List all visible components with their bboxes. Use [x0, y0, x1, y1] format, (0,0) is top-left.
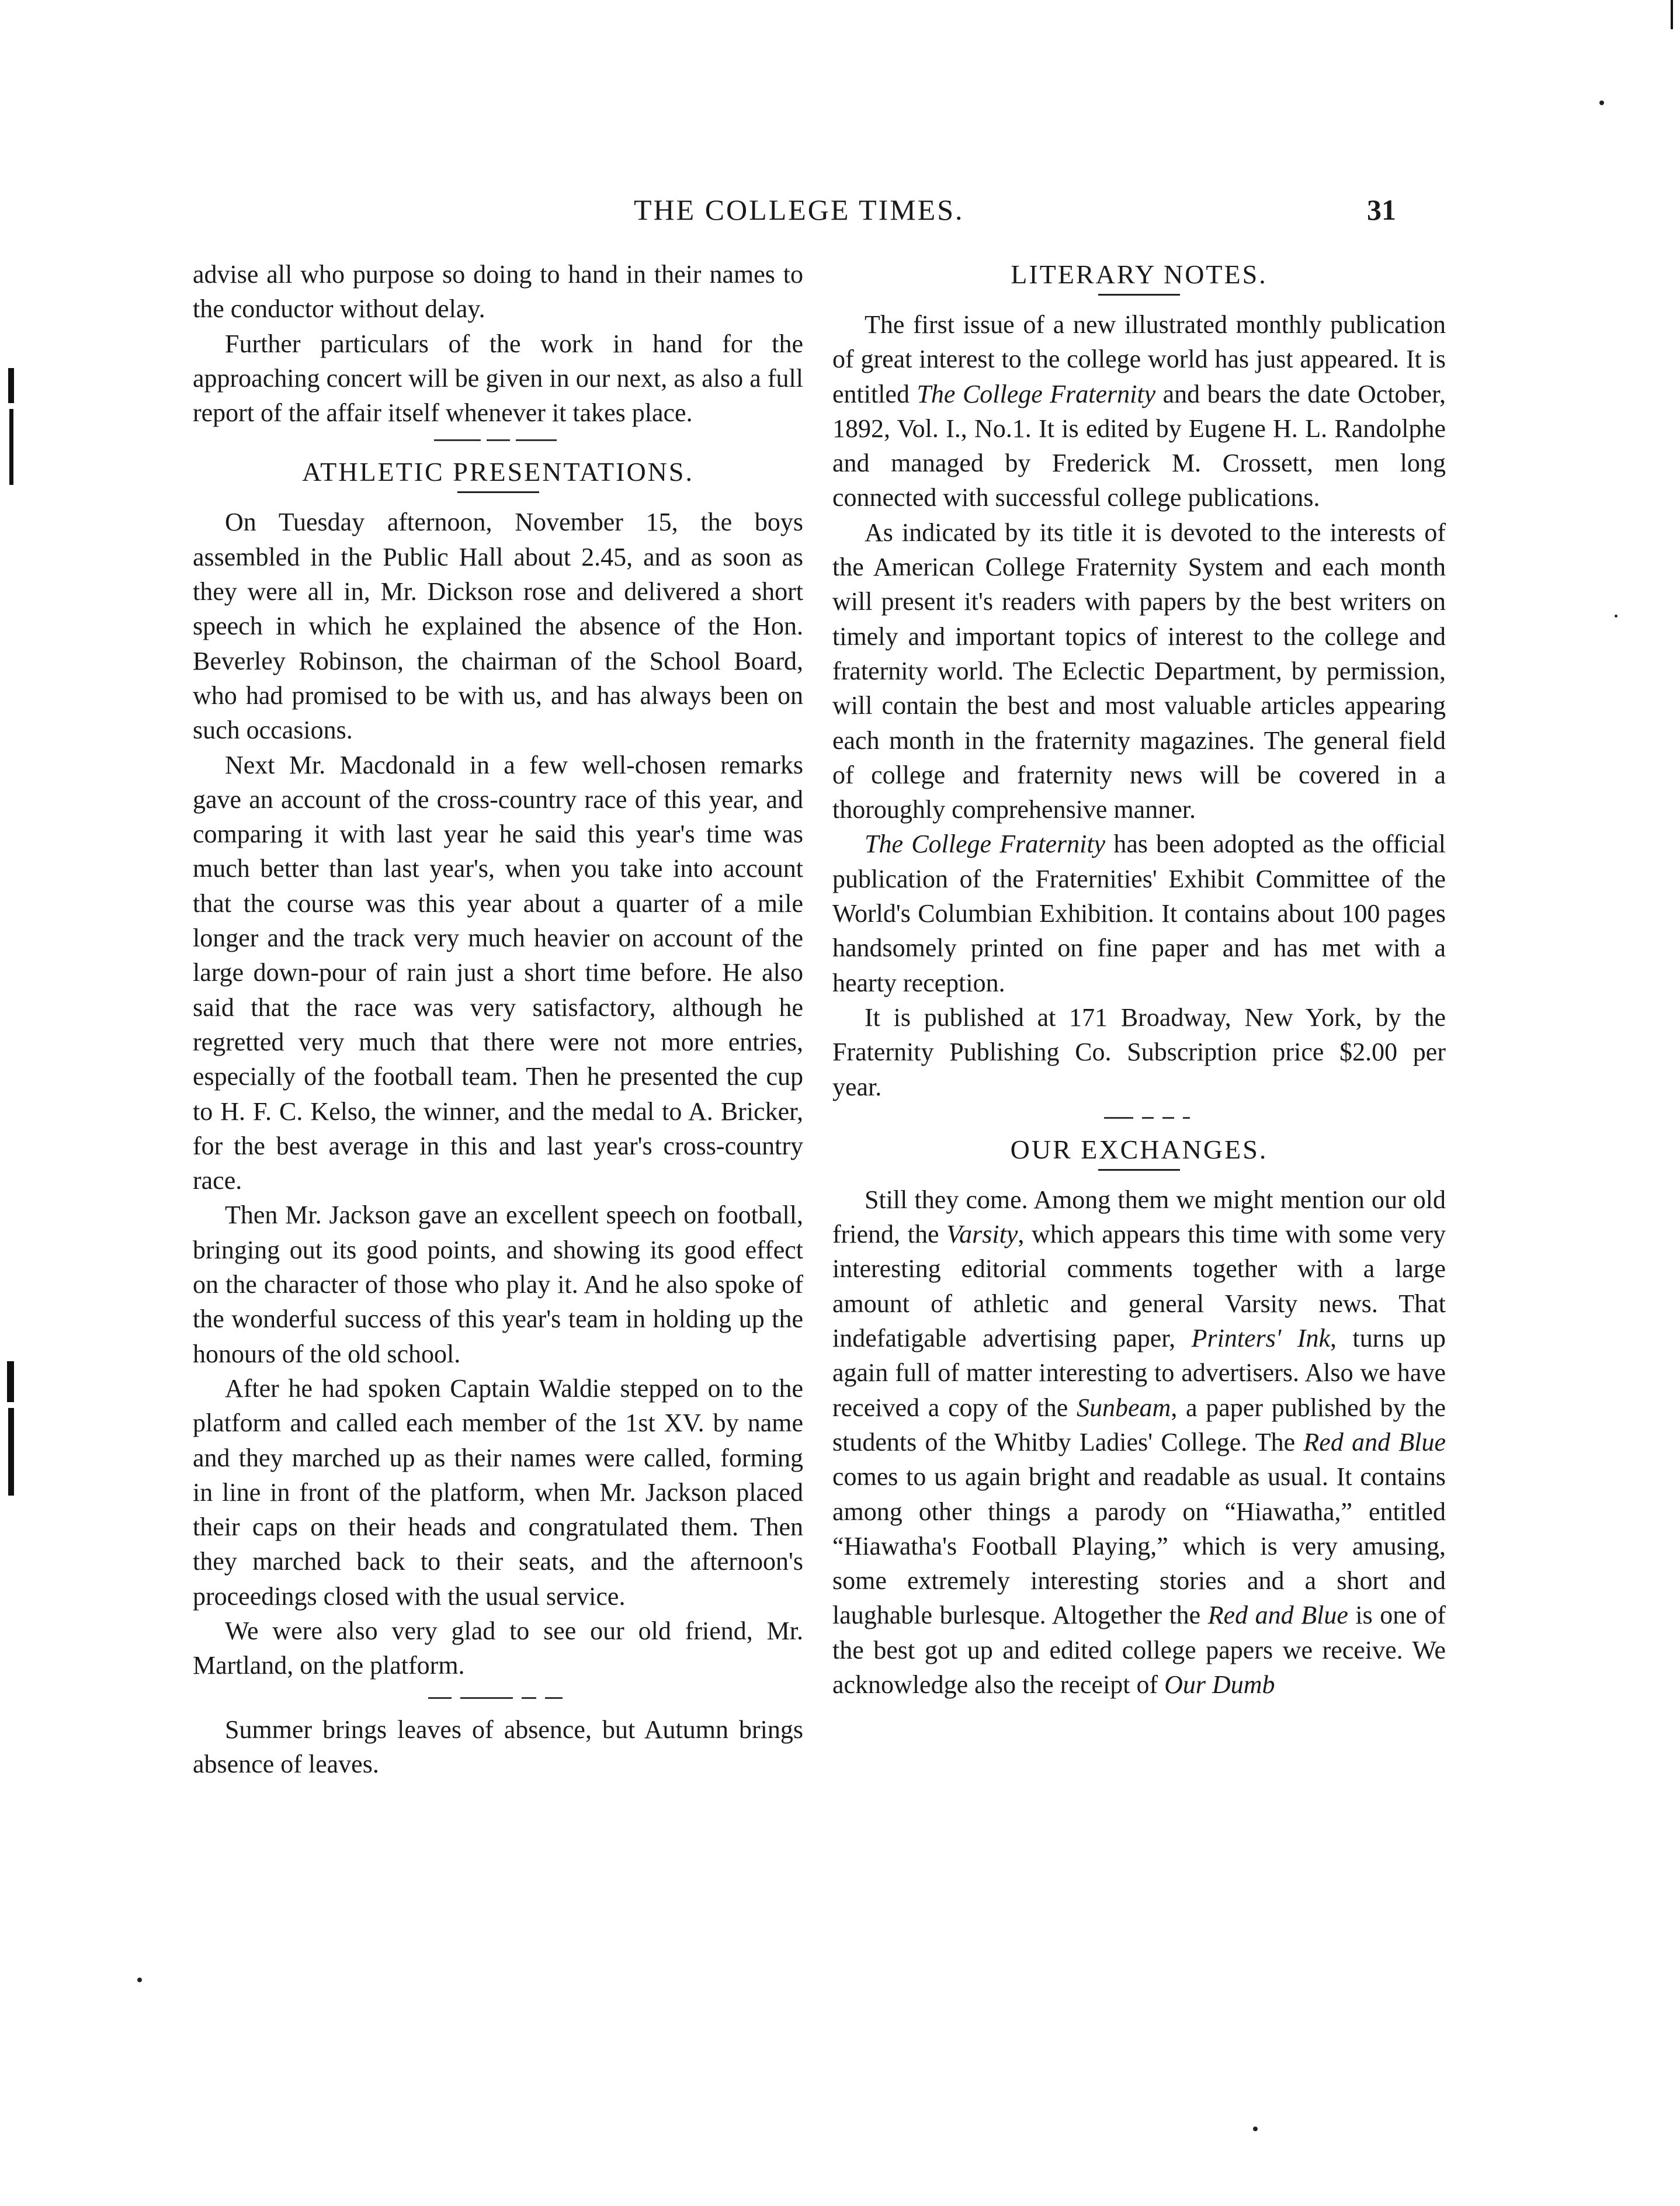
left-column	[193, 257, 803, 1781]
paragraph: We were also very glad to see our old friend, Mr. Martland, on the platform.	[193, 1616, 803, 1680]
heading-rule	[1098, 1169, 1180, 1171]
italic-title: Our Dumb	[1164, 1670, 1275, 1699]
exchanges-heading: OUR EXCHANGES.	[1010, 1134, 1268, 1164]
margin-dot	[1253, 2127, 1258, 2131]
heading-rule	[457, 491, 539, 493]
paragraph: It is published at 171 Broadway, New York, by the Fraternity Publishing Co. Subscription price $2.00 per year.	[832, 1003, 1446, 1101]
paragraph: As indicated by its title it is devoted to the interests of the American College Fraternity System and each month will present it's readers with papers by the best writers on timely and important topics of interest to the college and fraternity world. The Eclectic Department, by permission, will contain the best and most valuable articles appearing each month in the fraternity magazines. The general field of college and fraternity news will be covered in a thoroughly comprehensive manner.	[832, 518, 1446, 824]
section-separator	[1069, 1116, 1209, 1119]
paragraph: Still they come. Among them we might mention our old friend, the Varsity, which appears this time with some very interesting editorial comments together with a large amount of athletic and general Varsity news. That indefatigable advertising paper, Printers' Ink, turns up again full of matter interesting to advertisers. Also we have received a copy of the Sunbeam, a paper published by the students of the Whitby Ladies' College. The Red and Blue comes to us again bright and readable as usual. It contains among other things a parody on “Hiawatha,” entitled “Hiawatha's Football Playing,” which is very amusing, some extremely interesting stories and a short and laughable burlesque. Altogether the Red and Blue is one of the best got up and edited college papers we receive. We acknowledge also the receipt of Our Dumb	[832, 1185, 1446, 1699]
athletic-heading: ATHLETIC PRESENTATIONS.	[302, 457, 694, 487]
margin-scan-mark	[8, 1408, 14, 1496]
section-separator	[428, 1696, 568, 1699]
paragraph: advise all who purpose so doing to hand in their names to the conductor without delay.	[193, 260, 803, 324]
paragraph: After he had spoken Captain Waldie stepped on to the platform and called each member of the 1st XV. by name and they marched up as their names were called, forming in line in front of the platform, when Mr. Jackson placed their caps on their heads and congratulated them. Then they marched back to their seats, and the afternoon's proceedings closed with the usual service.	[193, 1373, 803, 1611]
italic-title: Red and Blue	[1207, 1601, 1348, 1630]
paragraph: The College Fraternity has been adopted as the official publication of the Fraternities' Exhibit Committee of the World's Columbian Exhibition. It contains about 100 pages handsomely printed on fine paper and has met with a hearty reception.	[832, 830, 1446, 997]
italic-title: The College Fraternity	[865, 830, 1106, 859]
paragraph: Next Mr. Macdonald in a few well-chosen remarks gave an account of the cross-country race of this year, and comparing it with last year he said this year's time was much better than last year's, when you take into account that the course was this year about a quarter of a mile longer and the track very much heavier on account of the large down-pour of rain just a short time before. He also said that the race was very satisfactory, although he regretted very much that there were not more entries, especially of the football team. Then he presented the cup to H. F. C. Kelso, the winner, and the medal to A. Bricker, for the best average in this and last year's cross-country race.	[193, 750, 803, 1195]
margin-scan-mark	[8, 368, 14, 403]
running-title: THE COLLEGE TIMES.	[634, 193, 964, 226]
paragraph: The first issue of a new illustrated monthly publication of great interest to the college world has just appeared. It is entitled The College Fraternity and bears the date October, 1892, Vol. I., No.1. It is edited by Eugene H. L. Randolphe and managed by Frederick M. Crossett, men long connected with successful college publications.	[832, 310, 1446, 512]
paragraph: Further particulars of the work in hand for the approaching concert will be given in our next, as also a full report of the affair itself whenever it takes place.	[193, 329, 803, 428]
margin-dot	[1615, 615, 1617, 618]
section-separator	[428, 438, 568, 442]
right-column	[832, 257, 1446, 1702]
margin-scan-mark	[9, 409, 13, 485]
margin-dot	[1599, 100, 1604, 105]
paragraph: Then Mr. Jackson gave an excellent speech on football, bringing out its good points, and showing its good effect on the character of those who play it. And he also spoke of the wonderful success of this year's team in holding up the honours of the old school.	[193, 1201, 803, 1368]
italic-title: Varsity	[946, 1220, 1018, 1249]
heading-rule	[1098, 294, 1180, 296]
margin-dot	[137, 1978, 142, 1982]
page-header	[0, 193, 1680, 234]
paragraph: On Tuesday afternoon, November 15, the boys assembled in the Public Hall about 2.45, and as soon as they were all in, Mr. Dickson rose and delivered a short speech in which he explained the absence of the Hon. Beverley Robinson, the chairman of the School Board, who had promised to be with us, and has always been on such occasions.	[193, 508, 803, 745]
italic-title: The College Fraternity	[917, 379, 1156, 408]
italic-title: Sunbeam	[1077, 1393, 1171, 1422]
italic-title: Printers' Ink	[1191, 1324, 1330, 1353]
paragraph: Summer brings leaves of absence, but Autumn brings absence of leaves.	[193, 1715, 803, 1778]
page-number: 31	[1367, 193, 1396, 226]
margin-scan-mark	[7, 1361, 14, 1402]
margin-scan-mark	[1671, 0, 1673, 29]
italic-title: Red and Blue	[1303, 1427, 1446, 1456]
literary-heading: LITERARY NOTES.	[1011, 259, 1268, 289]
